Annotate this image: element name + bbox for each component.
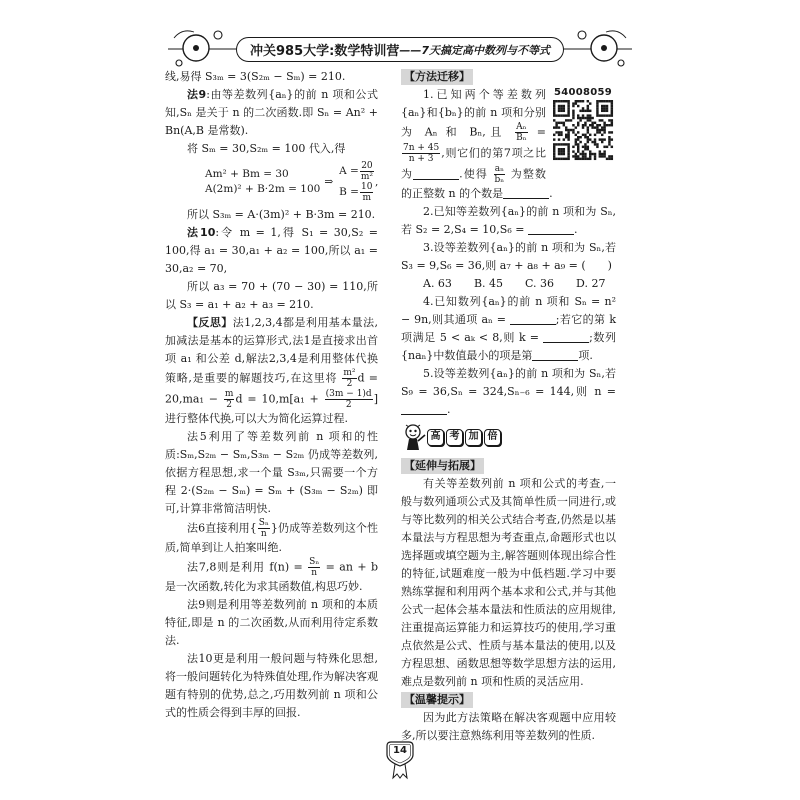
section-heading-tip: 【温馨提示】 — [401, 692, 473, 708]
answer-blank — [401, 404, 447, 415]
qr-code — [553, 100, 613, 160]
equation-system — [203, 160, 378, 204]
text-run: 1.已知两个等差数列{aₙ}和{bₙ}的前 n 项和分别为 Aₙ 和 Bₙ,且 — [401, 88, 546, 139]
text-run: 法9则是利用等差数列前 n 项和的本质特征,即是 n 的二次函数,从而利用待定系数法. — [165, 598, 378, 647]
qr-code-number: 54008059 — [553, 87, 613, 98]
banner-char: 高 — [427, 429, 444, 446]
qr-block — [550, 86, 616, 160]
answer-blank — [503, 188, 549, 199]
paragraph — [165, 518, 378, 557]
fraction — [342, 368, 356, 389]
equation — [339, 161, 375, 182]
fraction — [360, 182, 373, 203]
fraction-numerator: (3m − 1)d — [325, 389, 372, 399]
text-run: 法5利用了等差数列前 n 项和的性质:Sₘ,S₂ₘ − Sₘ,S₃ₘ − S₂ₘ 仍成等差数列,依据方程思想,求一个量 S₃ₘ,只需要一个方程 2·(S₂ₘ − Sₘ) = Sₘ + (S₃ₘ − S₂ₘ) 即可,计算非常简洁明快. — [165, 430, 378, 515]
paragraph — [165, 68, 378, 86]
text-run: 法1,2,3,4都是利用基本量法,加减法是基本的运算形式,法1是直接求出首项 a₁ 和公差 d,解法2,3,4是利用整体代换策略,是重要的解题技巧,在这里将 — [165, 316, 378, 385]
fraction-denominator: 2 — [345, 400, 352, 410]
paragraph — [165, 650, 378, 722]
paragraph — [165, 86, 378, 140]
equation: A(2m)² + B·2m = 100 — [205, 183, 321, 195]
choice-option-d: D. 27 — [576, 277, 606, 290]
fraction-denominator: 2 — [226, 400, 233, 410]
text-run: = — [528, 125, 546, 139]
exercise-item — [401, 293, 616, 365]
exercise-item — [401, 365, 616, 419]
implies-arrow: ⇒ — [324, 175, 334, 188]
choice-option-b: B. 45 — [473, 277, 504, 290]
fraction-numerator: 20 — [361, 161, 373, 171]
text-run: 3.设等差数列{aₙ}的前 n 项和为 Sₙ,若 S₃ = 9,S₆ = 36,则 a₇ + a₈ + a₉ = ( ) — [401, 241, 616, 272]
fraction — [325, 389, 373, 410]
text-run: 2.已知等差数列{aₙ}的前 n 项和为 Sₙ,若 S₂ = 2,S₄ = 10,S₆ = — [401, 205, 616, 236]
banner-char: 倍 — [484, 429, 501, 446]
section-banner-gaokao — [401, 423, 616, 451]
answer-blank — [532, 350, 578, 361]
fraction-denominator: Bₙ — [516, 133, 527, 143]
fraction — [494, 164, 506, 185]
banner-char: 加 — [465, 429, 482, 446]
paragraph: 有关等差数列前 n 项和公式的考查,一般与数列通项公式及其简单性质一同进行,或与等比数列的相关公式结合考查,仍然是以基本量法与方程思想为考查重点,命题形式也以选择题或填空题为主,解答题则体现出综合性的特征,试题难度一般为中低档题.学习中要熟练掌握和利用两个基本求和公式,并与其他公式一起体会基本量法和性质法的应用规律,注重提高运算能力和运算技巧的使用,学习重点依然是公式、性质与基本量法的使用,以及方程思想、函数思想等数学思想方法的运用,难点是数列前 n 项和性质的灵活应用. — [401, 477, 616, 688]
text-run: 法6直接利用{ — [187, 521, 257, 535]
paragraph — [165, 314, 378, 428]
fraction-numerator: m — [224, 389, 234, 399]
choice-options — [401, 275, 616, 293]
text-run: = an + b 是一次函数,转化为求其函数值,构思巧妙. — [165, 560, 378, 593]
fraction — [515, 122, 528, 143]
fraction — [402, 143, 440, 164]
text-run: 法10更是利用一般问题与特殊化思想,将一般问题转化为特殊值处理,作为解决客观题有特别的优势,总之,巧用数列前 n 项和公式的性质会得到丰厚的回报. — [165, 652, 378, 719]
system-left-equations — [205, 167, 320, 197]
text-run: . — [447, 403, 451, 416]
text-run: 为整数的正整数 n 的个数是 — [401, 167, 547, 200]
choice-option-c: C. 36 — [525, 277, 555, 290]
text-run: }仍成等差数列这个性质,简单到让人拍案叫绝. — [165, 521, 379, 554]
paragraph — [165, 596, 378, 650]
paragraph — [165, 224, 378, 278]
text-run: 所以 S₃ₘ = A·(3m)² + B·3m = 210. — [187, 208, 376, 221]
text-run: ;数列{naₙ}中数值最小的项是第 — [401, 331, 616, 362]
book-title — [236, 37, 564, 62]
answer-blank — [528, 224, 574, 235]
equation-lhs: A = — [339, 165, 359, 177]
system-tail-punctuation: , — [375, 175, 379, 188]
fraction-numerator: Sₙ — [309, 557, 320, 567]
system-right-equations — [339, 161, 375, 203]
text-run: . — [549, 187, 553, 200]
text-run: . — [573, 223, 578, 236]
paragraph — [165, 206, 378, 224]
equation — [339, 182, 375, 203]
paragraph — [165, 140, 378, 158]
text-run: 线,易得 S₃ₘ = 3(S₂ₘ − Sₘ) = 210. — [165, 70, 346, 83]
fraction-numerator: m² — [343, 368, 356, 378]
fraction-denominator: m² — [360, 172, 373, 182]
fraction — [224, 389, 235, 410]
fraction-denominator: n — [260, 529, 267, 539]
fraction — [308, 557, 320, 578]
paragraph — [165, 557, 378, 596]
text-run: ;若它的第 k 项满足 5 < aₖ < 8,则 k = — [401, 313, 616, 344]
page-number-badge — [386, 740, 414, 780]
right-column — [401, 68, 616, 758]
mascot-icon — [401, 423, 427, 451]
book-title-main: 冲关985大学:数学特训营 — [250, 44, 400, 59]
fraction-denominator: 2 — [346, 379, 353, 389]
equation: Am² + Bm = 30 — [205, 168, 289, 180]
section-heading-method-transfer: 【方法迁移】 — [401, 69, 473, 85]
fraction-numerator: 10 — [360, 182, 373, 192]
text-run: 将 Sₘ = 30,S₂ₘ = 100 代入,得 — [187, 142, 346, 155]
text-run: d = 10,m[a₁ + — [235, 392, 324, 406]
text-run: 4.已知数列{aₙ}的前 n 项和 Sₙ = n² − 9n,则其通项 aₙ = — [401, 295, 616, 326]
paragraph — [165, 428, 378, 518]
book-title-sub: ——7天搞定高中数列与不等式 — [399, 43, 550, 57]
text-run: .使得 — [459, 167, 493, 181]
text-run: :由等差数列{aₙ}的前 n 项和公式知,Sₙ 是关于 n 的二次函数.即 Sₙ = An² + Bn(A,B 是常数). — [165, 88, 378, 137]
bold-label: 法10 — [187, 226, 216, 239]
text-run: 所以 a₃ = 70 + (70 − 30) = 110,所以 S₃ = a₁ + a₂ + a₃ = 210. — [165, 280, 378, 311]
answer-blank — [510, 314, 556, 325]
text-run: d = 20,ma₁ − — [165, 371, 378, 406]
fraction-numerator: Sₙ — [258, 518, 269, 528]
fraction-numerator: Aₙ — [516, 122, 527, 132]
bold-label: 【反思】 — [187, 316, 233, 329]
fraction — [360, 161, 374, 182]
fraction-denominator: m — [362, 193, 371, 203]
fraction-numerator: 7n + 45 — [403, 143, 440, 153]
banner-char: 考 — [446, 429, 463, 446]
section-heading-extension: 【延伸与拓展】 — [401, 458, 484, 474]
exercise-item — [401, 239, 616, 275]
left-column — [165, 68, 378, 758]
paragraph — [165, 278, 378, 314]
equation-lhs: B = — [339, 186, 359, 198]
answer-blank — [413, 169, 459, 180]
choice-option-a: A. 63 — [423, 277, 452, 290]
page-number: 14 — [393, 745, 407, 756]
text-run: ,则它们的第7项之比为 — [401, 146, 546, 181]
fraction-denominator: n — [311, 568, 318, 578]
exercise-item — [401, 203, 616, 239]
fraction-denominator: n + 3 — [408, 154, 434, 164]
text-run: :令 m = 1,得 S₁ = 30,S₂ = 100,得 a₁ = 30,a₁ + a₂ = 100,所以 a₁ = 30,a₂ = 70, — [165, 226, 378, 275]
bold-label: 法9 — [187, 88, 207, 101]
fraction-numerator: aₙ — [494, 164, 504, 174]
fraction — [258, 518, 270, 539]
text-run: 法7,8则是利用 f(n) = — [187, 560, 308, 574]
text-run: 5.设等差数列{aₙ}的前 n 项和为 Sₙ,若 S₉ = 36,Sₙ = 324,Sₙ₋₆ = 144,则 n = — [401, 367, 616, 398]
text-run: ] 进行整体代换,可以大为简化运算过程. — [165, 392, 378, 425]
fraction-denominator: bₙ — [494, 175, 505, 185]
text-run: 项. — [578, 349, 593, 362]
answer-blank — [543, 332, 589, 343]
paragraph: 因为此方法策略在解决客观题中应用较多,所以要注意熟练利用等差数列的性质. — [401, 711, 616, 742]
